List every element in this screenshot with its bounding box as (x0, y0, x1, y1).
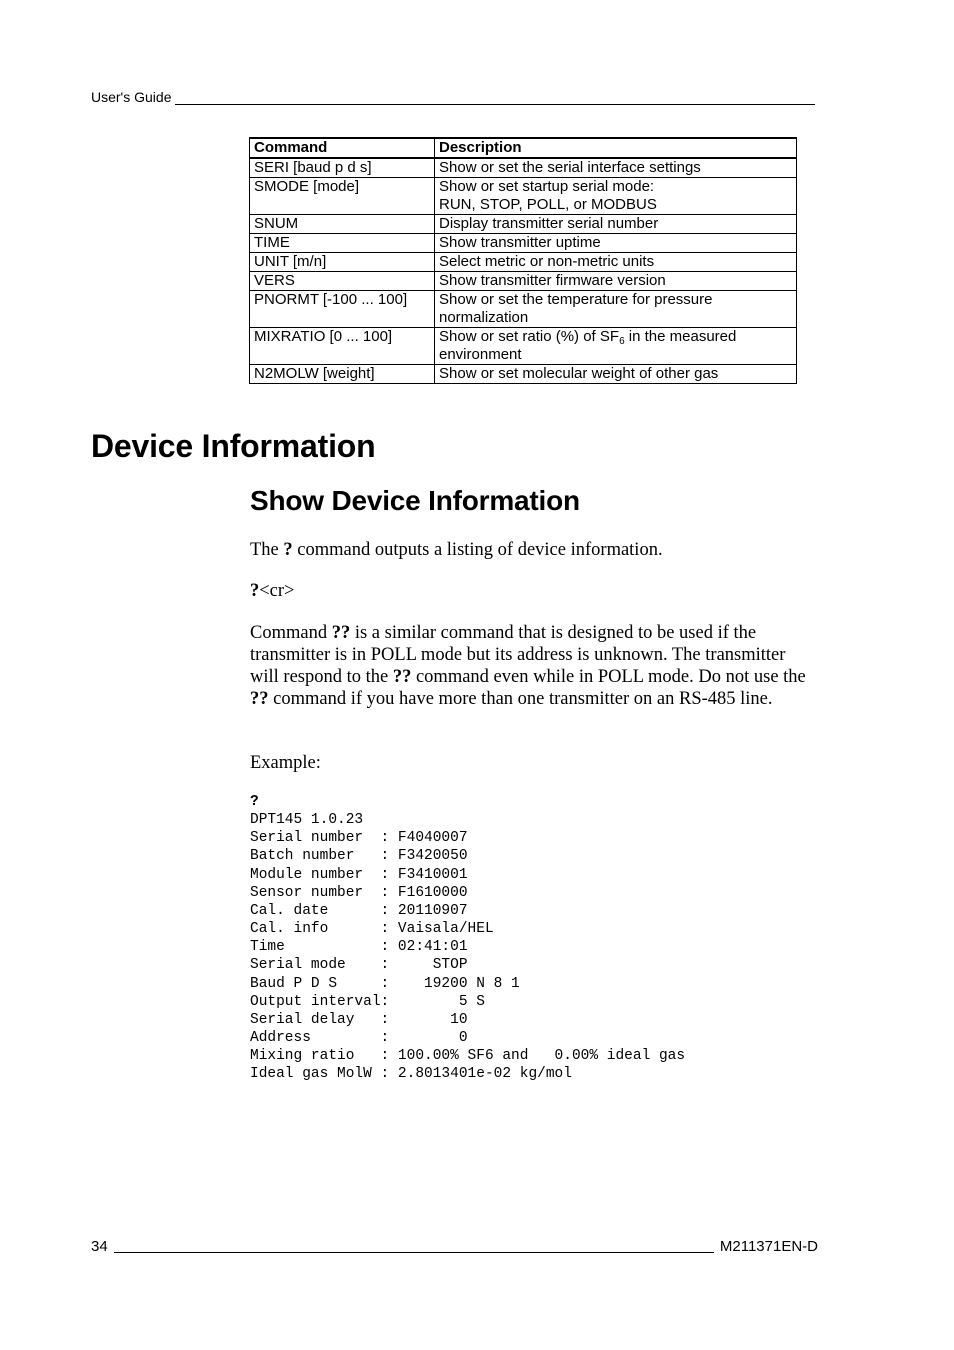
example-output (250, 793, 685, 1084)
table-row (250, 291, 797, 328)
subscript: 6 (619, 336, 625, 347)
page-number: 34 (91, 1238, 108, 1255)
example-label: Example: (250, 753, 321, 773)
text: command if you have more than one transmitter on an RS-485 line. (268, 689, 773, 709)
page-header (91, 89, 815, 105)
description-cell: Show transmitter firmware version (435, 272, 797, 291)
command-cell: UNIT [m/n] (250, 253, 435, 272)
code-listing: DPT145 1.0.23 Serial number : F4040007 Batch number : F3420050 Module number : F3410001 Sensor number : F1610000 Cal. date : 20110907 Cal. info : Vaisala/HEL Time : 02:41:01 Serial mode : STOP Baud P D S : 19200 N 8 1 Output interval: 5 S Serial delay : 10 Address : 0 Mixing ratio : 100.00% SF6 and 0.00% ideal gas Ideal gas MolW : 2.8013401e-02 kg/mol (250, 812, 686, 1083)
table-header-row (250, 138, 797, 158)
command-cell: PNORMT [-100 ... 100] (250, 291, 435, 328)
table-row (250, 178, 797, 215)
command-syntax (250, 580, 295, 602)
description-cell: Show or set the temperature for pressure normalization (435, 291, 797, 328)
command-name: ?? (331, 623, 351, 643)
description-cell: Show or set molecular weight of other gas (435, 365, 797, 384)
table-row (250, 365, 797, 384)
subsection-heading: Show Device Information (250, 485, 580, 516)
description-text: in the measured environment (439, 328, 737, 363)
description-cell: Show or set startup serial mode: RUN, STOP, POLL, or MODBUS (435, 178, 797, 215)
column-header-description: Description (435, 138, 797, 158)
description-paragraph (250, 622, 815, 710)
table-row (250, 215, 797, 234)
table-row (250, 158, 797, 178)
page-footer (91, 1238, 818, 1255)
command-name: ? (250, 581, 260, 601)
command-cell: VERS (250, 272, 435, 291)
description-cell: Show or set the serial interface settings (435, 158, 797, 178)
header-title: User's Guide (91, 89, 172, 105)
description-text: Show or set ratio (%) of SF (439, 328, 620, 345)
table-row (250, 328, 797, 365)
table-row (250, 253, 797, 272)
intro-paragraph (250, 539, 663, 561)
description-cell: Show transmitter uptime (435, 234, 797, 253)
command-cell: SERI [baud p d s] (250, 158, 435, 178)
text: Command (250, 623, 332, 643)
command-name: ?? (250, 689, 269, 709)
table-row (250, 272, 797, 291)
command-cell: TIME (250, 234, 435, 253)
text: is a similar command that is designed to be used if the transmitter is in POLL mode but its address is unknown. The transmitter will respond to the (250, 623, 786, 687)
section-heading: Device Information (91, 428, 376, 464)
description-cell: Select metric or non-metric units (435, 253, 797, 272)
column-header-command: Command (250, 138, 435, 158)
text: The (250, 540, 284, 560)
command-cell: N2MOLW [weight] (250, 365, 435, 384)
command-name: ? (283, 540, 293, 560)
text: command even while in POLL mode. Do not use the (411, 667, 806, 687)
text: <cr> (259, 581, 295, 601)
document-id: M211371EN-D (719, 1238, 818, 1255)
header-rule (175, 90, 815, 105)
command-name: ?? (392, 667, 412, 687)
text: command outputs a listing of device information. (292, 540, 663, 560)
description-cell (435, 328, 797, 365)
command-cell: SNUM (250, 215, 435, 234)
description-cell: Display transmitter serial number (435, 215, 797, 234)
footer-rule (114, 1238, 714, 1253)
command-table (249, 137, 797, 384)
code-command: ? (250, 794, 259, 810)
command-cell: SMODE [mode] (250, 178, 435, 215)
table-row (250, 234, 797, 253)
command-cell: MIXRATIO [0 ... 100] (250, 328, 435, 365)
